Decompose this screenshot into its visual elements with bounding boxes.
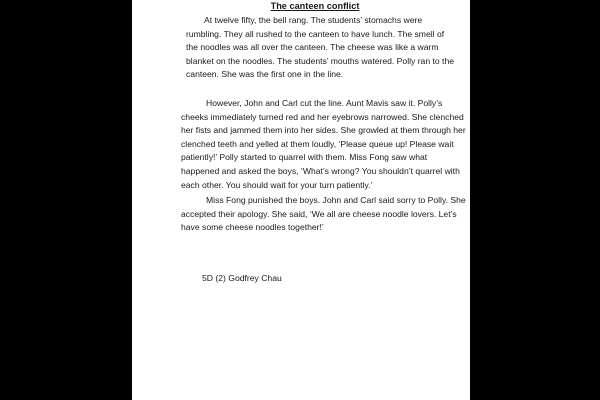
paragraph-2: However, John and Carl cut the line. Aunt Mavis saw it. Polly’s cheeks immediately turned red and her eyebrows narrowed. She clenched her fists and jammed them into her sides. She growled at them through her clenched teeth and yelled at them loudly, ‘Please queue up! Please wait patiently!’ Polly started to quarrel with them. Miss Fong saw what happened and asked the boys, ‘What’s wrong? You shouldn’t quarrel with each other. You should wait for your turn patiently.’ bbox=[181, 98, 466, 190]
paragraph-1: At twelve fifty, the bell rang. The students’ stomachs were rumbling. They all rushed to the canteen to have lunch. The smell of the noodles was all over the canteen. The cheese was like a warm blanket on the noodles. The students’ mouths watered. Polly ran to the canteen. She was the first one in the line. bbox=[186, 15, 455, 80]
document-title: The canteen conflict bbox=[270, 1, 360, 11]
author-signature: 5D (2) Godfrey Chau bbox=[202, 273, 282, 283]
document-page bbox=[132, 0, 470, 400]
paragraph-3: Miss Fong punished the boys. John and Carl said sorry to Polly. She accepted their apology. She said, ‘We all are cheese noodle lovers. Let’s have some cheese noodles together!’ bbox=[181, 195, 466, 233]
